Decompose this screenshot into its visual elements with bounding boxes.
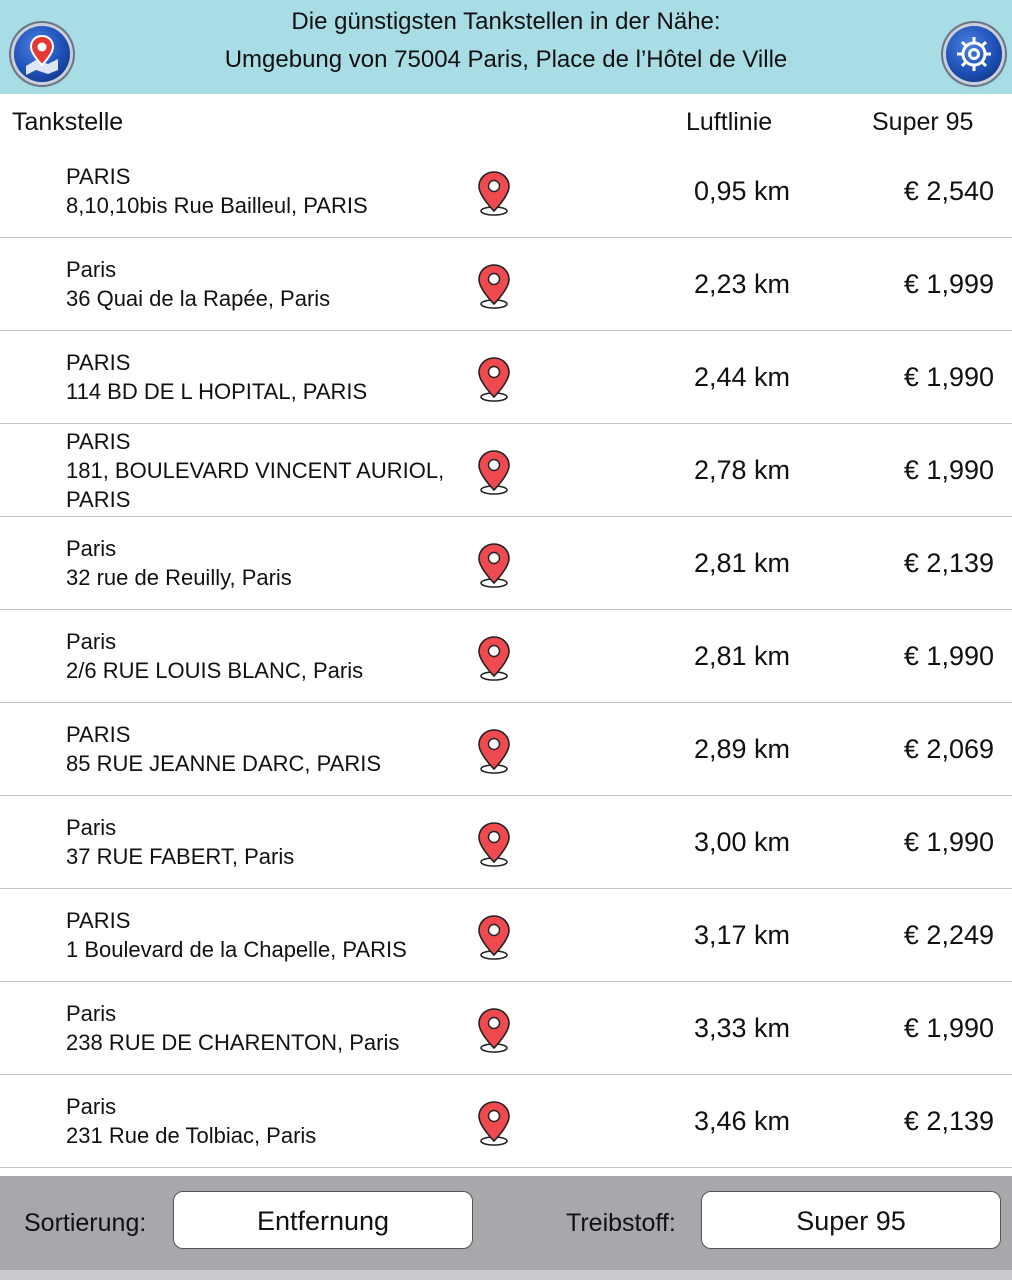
station-address: 32 rue de Reuilly, Paris [66, 565, 292, 590]
map-pin-icon[interactable] [474, 820, 514, 868]
station-address: 37 RUE FABERT, Paris [66, 844, 295, 869]
header-bar [0, 0, 1012, 94]
station-row[interactable] [0, 703, 1012, 796]
station-distance: 3,17 km [693, 920, 790, 950]
station-list [0, 145, 1012, 1168]
column-header-station: Tankstelle [12, 108, 124, 136]
fuel-label: Treibstoff: [566, 1209, 676, 1237]
fuel-button[interactable]: Super 95 [701, 1191, 1001, 1249]
station-city: Paris [66, 1094, 117, 1119]
station-info [66, 1075, 466, 1167]
station-row[interactable] [0, 982, 1012, 1075]
station-distance: 2,23 km [693, 269, 790, 299]
station-distance: 2,78 km [693, 455, 790, 485]
station-distance: 2,81 km [693, 548, 790, 578]
header-location: Umgebung von 75004 Paris, Place de l’Hôtel de Ville [224, 46, 788, 73]
station-row[interactable] [0, 238, 1012, 331]
station-row[interactable] [0, 424, 1012, 517]
station-city: PARIS [66, 428, 131, 454]
station-price: € 2,139 [903, 1106, 994, 1136]
station-address: 8,10,10bis Rue Bailleul, PARIS [66, 193, 368, 218]
station-info [66, 331, 466, 423]
station-price: € 2,540 [903, 176, 994, 206]
station-address: 36 Quai de la Rapée, Paris [66, 286, 331, 311]
station-address: 2/6 RUE LOUIS BLANC, Paris [66, 658, 364, 683]
station-row[interactable] [0, 796, 1012, 889]
station-address: 181, BOULEVARD VINCENT AURIOL, PARIS [66, 457, 445, 512]
map-pin-icon[interactable] [474, 1099, 514, 1147]
station-info [66, 796, 466, 888]
station-info [66, 145, 466, 237]
station-distance: 3,46 km [693, 1106, 790, 1136]
station-row[interactable] [0, 517, 1012, 610]
station-price: € 1,990 [903, 455, 994, 485]
station-city: Paris [66, 629, 117, 654]
column-header-distance: Luftlinie [686, 108, 773, 136]
map-pin-icon[interactable] [474, 913, 514, 961]
header-title: Die günstigsten Tankstellen in der Nähe: [291, 8, 721, 35]
station-city: Paris [66, 815, 117, 840]
station-info [66, 889, 466, 981]
station-price: € 1,990 [903, 362, 994, 392]
map-pin-icon[interactable] [474, 1006, 514, 1054]
map-pin-icon[interactable] [474, 634, 514, 682]
station-distance: 2,81 km [693, 641, 790, 671]
station-row[interactable] [0, 331, 1012, 424]
station-city: PARIS [66, 350, 131, 375]
station-address: 1 Boulevard de la Chapelle, PARIS [66, 937, 407, 962]
station-city: Paris [66, 1001, 117, 1026]
station-city: PARIS [66, 164, 131, 189]
station-price: € 1,990 [903, 641, 994, 671]
station-price: € 2,069 [903, 734, 994, 764]
station-info [66, 703, 466, 795]
station-address: 238 RUE DE CHARENTON, Paris [66, 1030, 400, 1055]
map-pin-icon[interactable] [474, 727, 514, 775]
station-address: 85 RUE JEANNE DARC, PARIS [66, 751, 382, 776]
station-row[interactable] [0, 1075, 1012, 1168]
station-address: 114 BD DE L HOPITAL, PARIS [66, 379, 368, 404]
column-header-price: Super 95 [872, 108, 974, 136]
station-distance: 3,00 km [693, 827, 790, 857]
station-info [66, 517, 466, 609]
map-pin-icon[interactable] [474, 169, 514, 217]
station-row[interactable] [0, 610, 1012, 703]
map-pin-icon[interactable] [474, 448, 514, 496]
gear-icon [946, 26, 1002, 82]
map-pin-icon[interactable] [474, 355, 514, 403]
map-pin-icon[interactable] [474, 541, 514, 589]
station-city: PARIS [66, 908, 131, 933]
settings-button[interactable] [946, 26, 1002, 82]
station-row[interactable] [0, 889, 1012, 982]
sort-label: Sortierung: [24, 1209, 147, 1237]
station-distance: 0,95 km [693, 176, 790, 206]
station-city: PARIS [66, 722, 131, 747]
station-price: € 1,990 [903, 1013, 994, 1043]
station-address: 231 Rue de Tolbiac, Paris [66, 1123, 317, 1148]
station-city: Paris [66, 536, 117, 561]
map-pin-icon[interactable] [474, 262, 514, 310]
station-info [66, 424, 466, 516]
station-price: € 1,990 [903, 827, 994, 857]
station-price: € 2,249 [903, 920, 994, 950]
sort-button[interactable]: Entfernung [173, 1191, 473, 1249]
station-price: € 1,999 [903, 269, 994, 299]
station-row[interactable] [0, 145, 1012, 238]
station-distance: 3,33 km [693, 1013, 790, 1043]
station-distance: 2,44 km [693, 362, 790, 392]
station-city: Paris [66, 257, 117, 282]
station-info [66, 238, 466, 330]
footer-bar [0, 1176, 1012, 1270]
station-info [66, 982, 466, 1074]
footer-strip [0, 1270, 1012, 1280]
station-distance: 2,89 km [693, 734, 790, 764]
station-info [66, 610, 466, 702]
station-price: € 2,139 [903, 548, 994, 578]
